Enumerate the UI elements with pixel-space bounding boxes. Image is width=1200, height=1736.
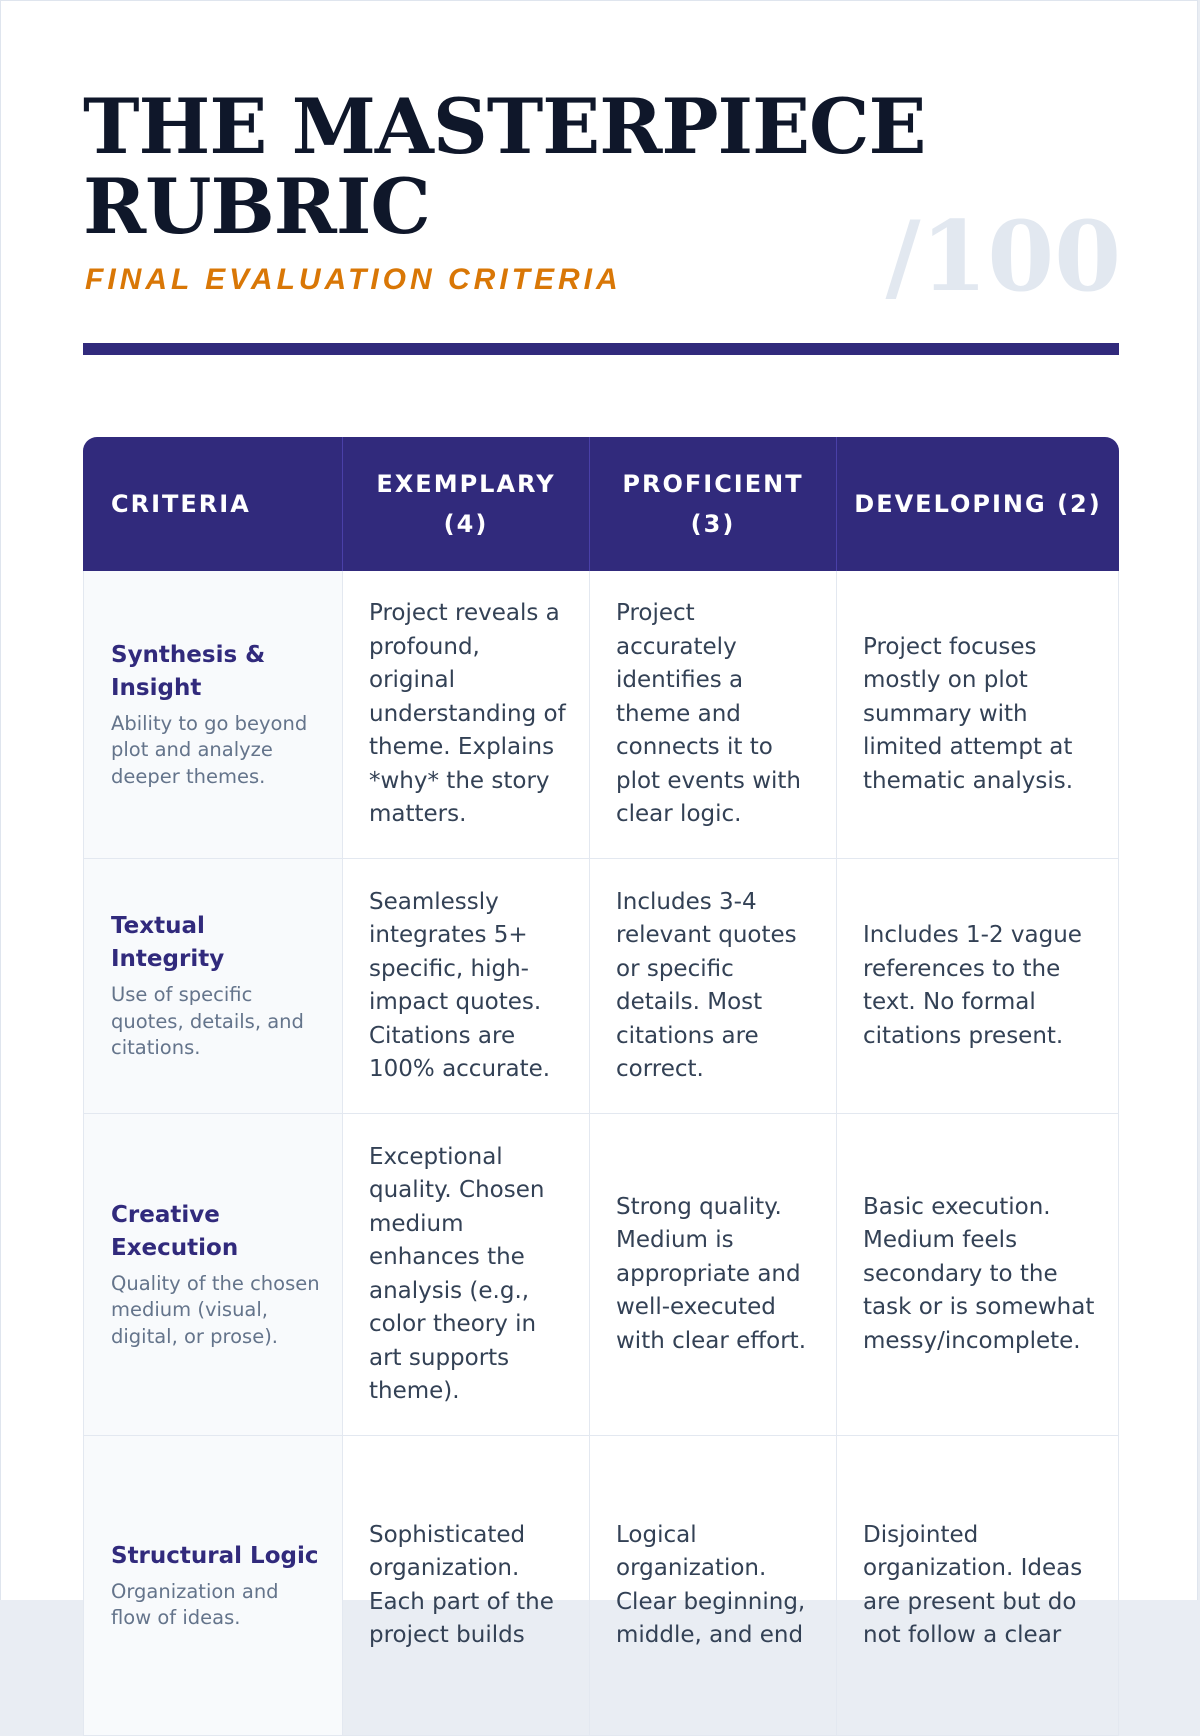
- table-header-row: [83, 437, 1119, 571]
- criteria-cell: [83, 1114, 343, 1436]
- proficient-cell: Logical organization. Clear beginning, middle, and end: [590, 1436, 837, 1736]
- criteria-cell: [83, 571, 343, 859]
- table-row: [83, 1114, 1119, 1436]
- criteria-name: Creative Execution: [111, 1201, 239, 1261]
- criteria-description: Organization and flow of ideas.: [111, 1579, 279, 1629]
- proficient-cell: Strong quality. Medium is appropriate and well-executed with clear effort.: [590, 1114, 837, 1436]
- criteria-description: Use of specific quotes, details, and citations.: [111, 983, 304, 1060]
- criteria-cell: [83, 859, 343, 1114]
- rubric-header: [83, 82, 1121, 357]
- criteria-name: Structural Logic: [111, 1542, 319, 1569]
- exemplary-cell: Sophisticated organization. Each part of the project builds: [343, 1436, 590, 1736]
- column-header-developing: DEVELOPING (2): [837, 437, 1119, 571]
- page-title: THE MASTERPIECE RUBRIC: [83, 82, 926, 251]
- page-subtitle: FINAL EVALUATION CRITERIA: [85, 263, 622, 296]
- proficient-cell: Includes 3-4 relevant quotes or specific details. Most citations are correct.: [590, 859, 837, 1114]
- developing-cell: Basic execution. Medium feels secondary to the task or is somewhat messy/incomplete.: [837, 1114, 1119, 1436]
- developing-cell: Disjointed organization. Ideas are present but do not follow a clear: [837, 1436, 1119, 1736]
- exemplary-cell: Exceptional quality. Chosen medium enhances the analysis (e.g., color theory in art supports theme).: [343, 1114, 590, 1436]
- column-header-exemplary: EXEMPLARY (4): [343, 437, 590, 571]
- criteria-name: Textual Integrity: [111, 913, 225, 973]
- criteria-description: Quality of the chosen medium (visual, digital, or prose).: [111, 1271, 320, 1348]
- table-row: [83, 859, 1119, 1114]
- proficient-cell: Project accurately identifies a theme and connects it to plot events with clear logic.: [590, 571, 837, 859]
- developing-cell: Project focuses mostly on plot summary with limited attempt at thematic analysis.: [837, 571, 1119, 859]
- exemplary-cell: Seamlessly integrates 5+ specific, high-impact quotes. Citations are 100% accurate.: [343, 859, 590, 1114]
- developing-cell: Includes 1-2 vague references to the text. No formal citations present.: [837, 859, 1119, 1114]
- criteria-description: Ability to go beyond plot and analyze deeper themes.: [111, 711, 308, 788]
- criteria-cell: [83, 1436, 343, 1736]
- rubric-table-container: [83, 437, 1119, 1736]
- rubric-table: [83, 437, 1119, 1736]
- column-header-criteria: CRITERIA: [83, 437, 343, 571]
- column-header-proficient: PROFICIENT (3): [590, 437, 837, 571]
- table-row: [83, 571, 1119, 859]
- header-divider: [83, 343, 1119, 355]
- table-row: [83, 1436, 1119, 1736]
- criteria-name: Synthesis & Insight: [111, 641, 266, 701]
- total-score-label: /100: [885, 200, 1121, 313]
- exemplary-cell: Project reveals a profound, original understanding of theme. Explains *why* the story matters.: [343, 571, 590, 859]
